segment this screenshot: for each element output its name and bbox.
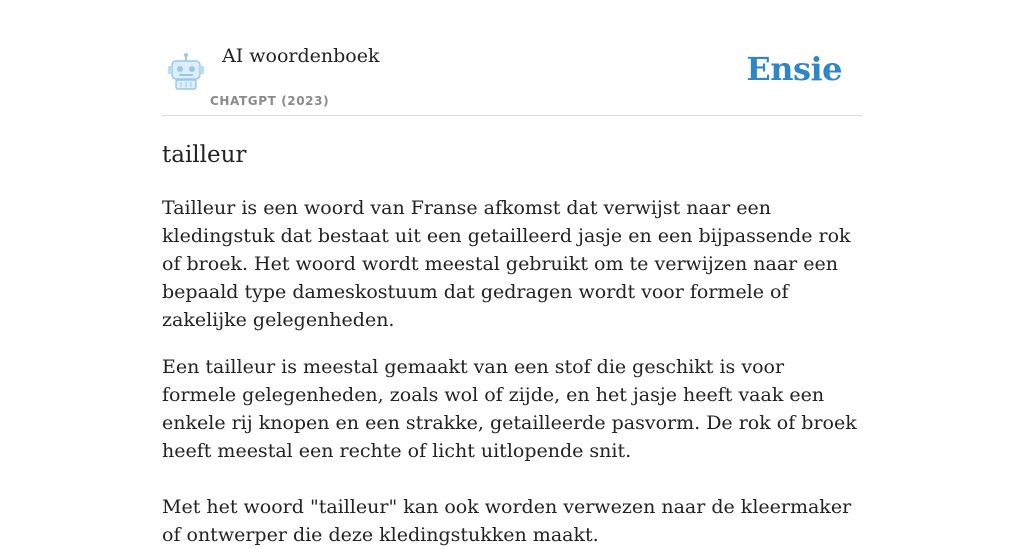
entry-term: tailleur <box>162 142 247 168</box>
source-header <box>162 0 862 116</box>
page-container <box>162 0 862 549</box>
definition-paragraph: Een tailleur is meestal gemaakt van een stof die geschikt is voor formele gelegenheden, zoals wol of zijde, en het jasje heeft vaak een enkele rij knopen en een strakke, getailleerde pasvorm. De rok of broek heeft meestal een rechte of licht uitlopende snit. <box>162 356 857 462</box>
definition-paragraph: Met het woord "tailleur" kan ook worden verwezen naar de kleermaker of ontwerper die deze kledingstukken maakt. <box>162 496 852 546</box>
source-title[interactable]: AI woordenboek <box>222 45 380 67</box>
ensie-logo[interactable]: Ensie <box>746 50 842 88</box>
robot-icon <box>166 52 206 90</box>
definition-paragraph: Tailleur is een woord van Franse afkomst dat verwijst naar een kledingstuk dat bestaat uit een getailleerd jasje en een bijpassende rok of broek. Het woord wordt meestal gebruikt om te verwijzen naar een bepaald type dameskostuum dat gedragen wordt voor formele of zakelijke gelegenheden. <box>162 197 851 331</box>
source-meta: CHATGPT (2023) <box>210 94 330 108</box>
entry-definition <box>162 194 862 549</box>
